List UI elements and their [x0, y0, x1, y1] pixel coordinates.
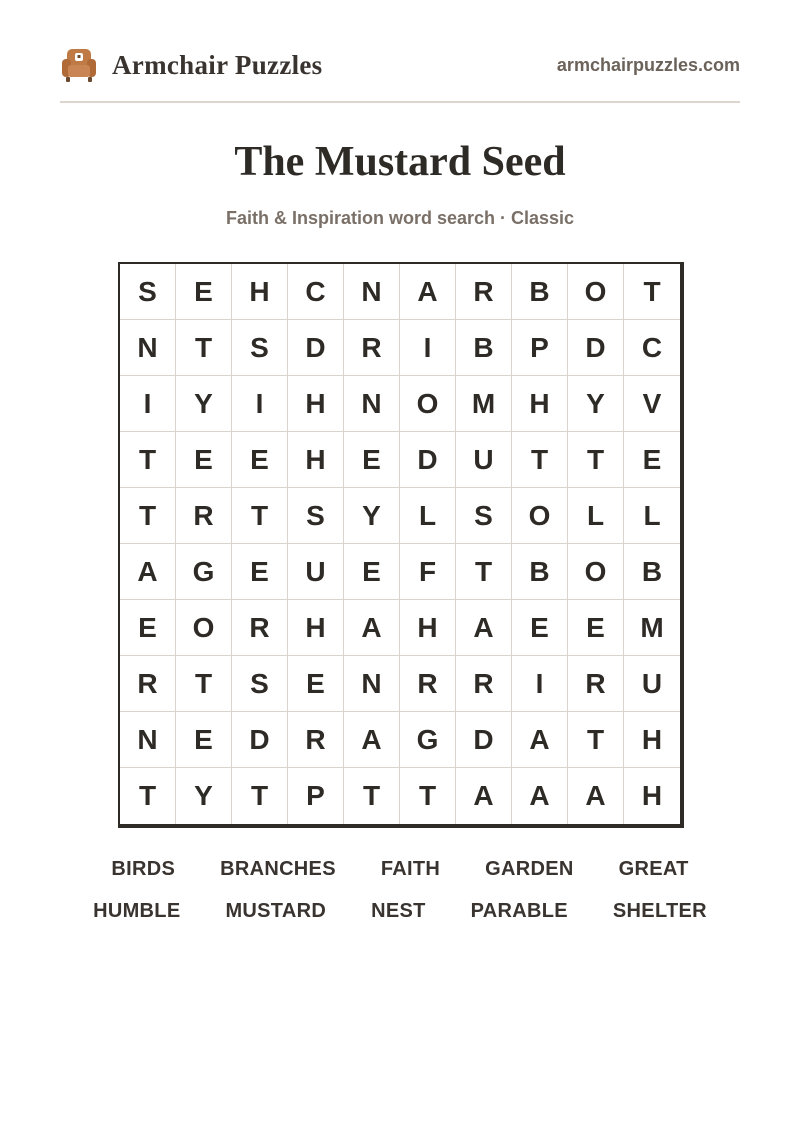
grid-cell[interactable]: U — [288, 544, 344, 600]
grid-cell[interactable]: R — [232, 600, 288, 656]
grid-cell[interactable]: N — [344, 376, 400, 432]
grid-cell[interactable]: O — [568, 264, 624, 320]
grid-cell[interactable]: S — [288, 488, 344, 544]
grid-cell[interactable]: P — [288, 768, 344, 824]
puzzle-subtitle: Faith & Inspiration word search · Classic — [225, 208, 575, 228]
grid-cell[interactable]: A — [344, 600, 400, 656]
grid-cell[interactable]: D — [232, 712, 288, 768]
grid-cell[interactable]: Y — [568, 376, 624, 432]
grid-cell[interactable]: O — [512, 488, 568, 544]
grid-cell[interactable]: H — [288, 432, 344, 488]
grid-cell[interactable]: R — [288, 712, 344, 768]
armchair-icon — [60, 46, 98, 84]
word-list-item: PARABLE — [470, 900, 568, 922]
brand-name: Armchair Puzzles — [112, 49, 323, 80]
puzzle-title: The Mustard Seed — [234, 139, 566, 185]
grid-cell[interactable]: I — [120, 376, 176, 432]
grid-cell[interactable]: T — [568, 432, 624, 488]
grid-cell[interactable]: Y — [176, 768, 232, 824]
grid-cell[interactable]: D — [400, 432, 456, 488]
word-list-item: NEST — [371, 900, 426, 922]
grid-cell[interactable]: A — [456, 600, 512, 656]
word-list-item: FAITH — [380, 858, 441, 880]
grid-cell[interactable]: M — [456, 376, 512, 432]
grid-cell[interactable]: U — [456, 432, 512, 488]
word-list-row — [0, 900, 800, 923]
grid-cell[interactable]: O — [568, 544, 624, 600]
grid-cell[interactable]: N — [344, 264, 400, 320]
word-list-item: GREAT — [618, 858, 689, 880]
grid-cell[interactable]: P — [512, 320, 568, 376]
grid-cell[interactable]: L — [400, 488, 456, 544]
grid-cell[interactable]: Y — [176, 376, 232, 432]
grid-cell[interactable]: E — [176, 432, 232, 488]
grid-cell[interactable]: R — [400, 656, 456, 712]
word-list-item: BIRDS — [111, 858, 176, 880]
grid-cell[interactable]: D — [456, 712, 512, 768]
grid-cell[interactable]: L — [624, 488, 680, 544]
grid-cell[interactable]: S — [120, 264, 176, 320]
word-list-row — [0, 858, 800, 881]
grid-cell[interactable]: S — [456, 488, 512, 544]
grid-cell[interactable]: A — [456, 768, 512, 824]
grid-cell[interactable]: V — [624, 376, 680, 432]
grid-cell[interactable]: E — [120, 600, 176, 656]
grid-cell[interactable]: H — [288, 600, 344, 656]
site-url-link[interactable]: armchairpuzzles.com — [556, 54, 740, 75]
grid-cell[interactable]: R — [120, 656, 176, 712]
grid-cell[interactable]: B — [512, 264, 568, 320]
page-header — [60, 40, 740, 90]
grid-cell[interactable]: A — [344, 712, 400, 768]
grid-cell[interactable]: T — [568, 712, 624, 768]
grid-cell[interactable]: R — [456, 656, 512, 712]
grid-cell[interactable]: T — [176, 320, 232, 376]
grid-cell[interactable]: O — [176, 600, 232, 656]
grid-cell[interactable]: Y — [344, 488, 400, 544]
word-list-item: BRANCHES — [220, 858, 336, 880]
grid-cell[interactable]: B — [624, 544, 680, 600]
grid-cell[interactable]: A — [512, 768, 568, 824]
grid-cell[interactable]: T — [120, 432, 176, 488]
grid-cell[interactable]: E — [568, 600, 624, 656]
grid-cell[interactable]: L — [568, 488, 624, 544]
grid-cell[interactable]: B — [512, 544, 568, 600]
header-divider — [60, 101, 740, 103]
grid-cell[interactable]: S — [232, 320, 288, 376]
grid-cell[interactable]: A — [568, 768, 624, 824]
grid-cell[interactable]: E — [512, 600, 568, 656]
word-list-item: SHELTER — [612, 900, 707, 922]
grid-cell[interactable]: E — [232, 544, 288, 600]
grid-cell[interactable]: H — [400, 600, 456, 656]
grid-cell[interactable]: R — [568, 656, 624, 712]
grid-cell[interactable]: G — [176, 544, 232, 600]
grid-cell[interactable]: T — [120, 488, 176, 544]
grid-cell[interactable]: R — [456, 264, 512, 320]
grid-cell[interactable]: C — [624, 320, 680, 376]
grid-cell[interactable]: T — [624, 264, 680, 320]
grid-cell[interactable]: N — [344, 656, 400, 712]
grid-cell[interactable]: I — [232, 376, 288, 432]
grid-cell[interactable]: R — [176, 488, 232, 544]
grid-cell[interactable]: M — [624, 600, 680, 656]
grid-cell[interactable]: H — [641, 780, 663, 811]
grid-cell[interactable]: D — [288, 320, 344, 376]
grid-cell[interactable]: T — [232, 488, 288, 544]
grid-cell[interactable]: T — [512, 432, 568, 488]
grid-cell[interactable]: N — [120, 712, 176, 768]
word-list-item: HUMBLE — [93, 900, 181, 922]
grid-cell[interactable]: T — [176, 656, 232, 712]
grid-cell[interactable]: H — [512, 376, 568, 432]
grid-cell[interactable]: N — [120, 320, 176, 376]
grid-cell[interactable]: T — [456, 544, 512, 600]
grid-cell[interactable]: E — [176, 712, 232, 768]
grid-cell[interactable]: T — [232, 768, 288, 824]
grid-cell[interactable]: R — [344, 320, 400, 376]
grid-cell[interactable]: A — [512, 712, 568, 768]
grid-cell[interactable]: H — [288, 376, 344, 432]
grid-cell[interactable]: E — [344, 432, 400, 488]
grid-cell[interactable]: H — [232, 264, 288, 320]
grid-cell[interactable]: T — [120, 768, 176, 824]
grid-cell[interactable]: C — [288, 264, 344, 320]
grid-cell[interactable]: E — [624, 432, 680, 488]
grid-cell[interactable]: B — [456, 320, 512, 376]
grid-cell[interactable]: S — [232, 656, 288, 712]
grid-cell[interactable]: I — [400, 320, 456, 376]
grid-cell[interactable]: O — [400, 376, 456, 432]
grid-cell[interactable]: T — [400, 768, 456, 824]
grid-cell[interactable]: A — [120, 544, 176, 600]
grid-cell[interactable]: E — [344, 544, 400, 600]
grid-cell[interactable]: A — [400, 264, 456, 320]
letter-grid — [118, 262, 684, 828]
grid-cell[interactable]: F — [400, 544, 456, 600]
grid-cell[interactable]: T — [344, 768, 400, 824]
grid-cell[interactable]: I — [512, 656, 568, 712]
grid-cell[interactable]: E — [232, 432, 288, 488]
grid-cell[interactable]: G — [400, 712, 456, 768]
grid-cell[interactable]: U — [624, 656, 680, 712]
word-list-item: MUSTARD — [225, 900, 327, 922]
brand[interactable] — [60, 46, 323, 84]
word-list-item: GARDEN — [485, 858, 574, 880]
grid-cell[interactable]: E — [176, 264, 232, 320]
grid-cell[interactable]: H — [624, 712, 680, 768]
grid-cell[interactable]: D — [568, 320, 624, 376]
grid-cell[interactable]: E — [288, 656, 344, 712]
